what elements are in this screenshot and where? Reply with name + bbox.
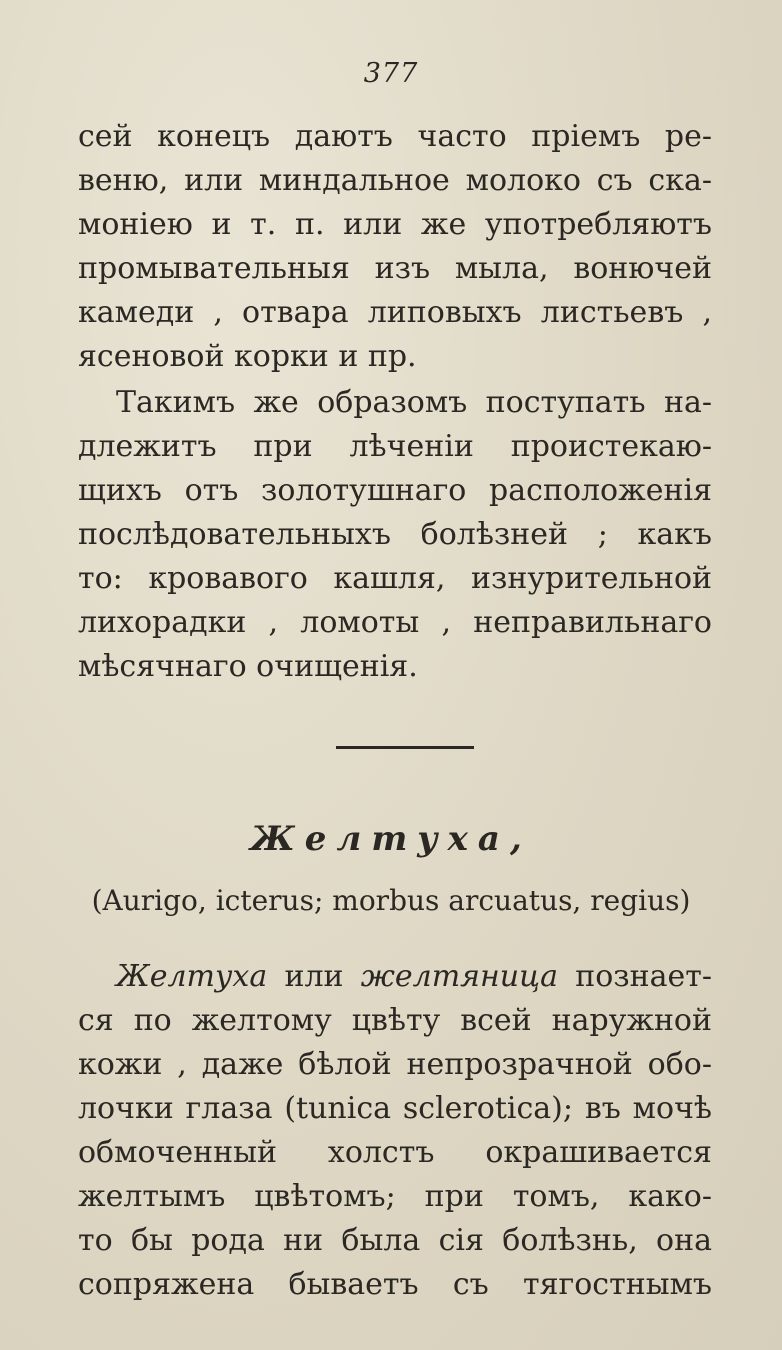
- text-line: кожи , даже бѣлой непрозрачной обо-: [78, 1047, 712, 1082]
- text-line: сопряжена бываетъ съ тягостнымъ: [78, 1267, 712, 1302]
- text-fragment: или: [267, 959, 361, 994]
- text-line: ясеновой корки и пр.: [78, 339, 417, 374]
- text-line: моніею и т. п. или же употребляютъ: [78, 207, 712, 242]
- text-line: сей конецъ даютъ часто пріемъ ре-: [78, 119, 712, 154]
- text-line: щихъ отъ золотушнаго расположенія: [78, 473, 712, 508]
- latin-synonyms: (Aurigo, icterus; morbus arcuatus, regius): [91, 884, 691, 917]
- text-line: веню, или миндальное молоко съ ска-: [78, 163, 712, 198]
- text-line: желтымъ цвѣтомъ; при томъ, како-: [78, 1179, 712, 1214]
- text-line: промывательныя изъ мыла, вонючей: [78, 251, 712, 286]
- section-heading: Желтуха,: [250, 819, 532, 859]
- text-line: Такимъ же образомъ поступать на-: [116, 385, 712, 420]
- text-line: лочки глаза (tunica sclerotica); въ мочѣ: [78, 1091, 712, 1126]
- text-line: то бы рода ни была сія болѣзнь, она: [78, 1223, 712, 1258]
- page-number: 377: [363, 58, 419, 89]
- term-italic: желтяница: [360, 959, 558, 994]
- text-line: ся по желтому цвѣту всей наружной: [78, 1003, 712, 1038]
- text-line: камеди , отвара липовыхъ листьевъ ,: [78, 295, 712, 330]
- text-line: длежитъ при лѣченіи проистекаю-: [78, 429, 712, 464]
- text-line: лихорадки , ломоты , неправильнаго: [78, 605, 712, 640]
- text-line: обмоченный холстъ окрашивается: [78, 1135, 712, 1170]
- text-line: мѣсячнаго очищенія.: [78, 649, 418, 684]
- term-italic: Желтуха: [116, 959, 268, 994]
- text-line: послѣдовательныхъ болѣзней ; какъ: [78, 517, 712, 552]
- text-fragment: познает-: [557, 959, 712, 994]
- text-line: то: кровавого кашля, изнурительной: [78, 561, 712, 596]
- section-divider: [336, 746, 474, 749]
- text-line: [78, 956, 712, 998]
